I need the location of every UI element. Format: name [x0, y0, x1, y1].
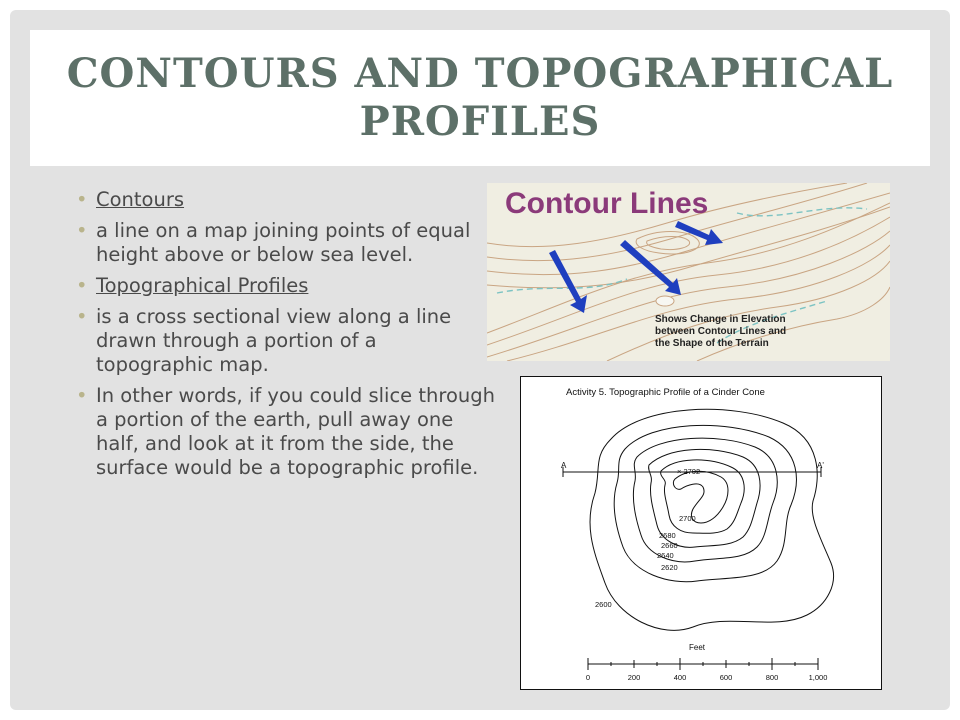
contour-caption-line-3: the Shape of the Terrain — [655, 338, 769, 349]
title-box — [30, 30, 930, 166]
contour-caption-line-2: between Contour Lines and — [655, 326, 787, 337]
scale-tick-400: 400 — [673, 673, 687, 682]
scale-tick-0: 0 — [585, 673, 591, 682]
peak-elevation-label: × 2702 — [677, 467, 701, 476]
small-hill — [656, 296, 674, 306]
activity-title: Activity 5. Topographic Profile of a Cinder Cone — [566, 387, 765, 398]
scale-tick-200: 200 — [627, 673, 641, 682]
contour-lines-image — [487, 183, 890, 361]
contour-2620 — [614, 425, 796, 581]
contour-2640 — [633, 438, 777, 562]
bullet-profiles-heading — [76, 274, 496, 298]
title-inner — [40, 38, 920, 158]
bullet-text: In other words, if you could slice through a portion of the earth, pull away one half, and look at it from the side, the surface would be a topographic profile. — [96, 384, 495, 479]
label-2660: 2660 — [661, 541, 678, 550]
contour-lines — [590, 409, 834, 630]
contour-caption-line-1: Shows Change in Elevation — [655, 314, 786, 325]
scale-tick-800: 800 — [765, 673, 779, 682]
bullet-text: is a cross sectional view along a line drawn through a portion of a topographic map. — [96, 305, 452, 376]
bullet-text: a line on a map joining points of equal height above or below sea level. — [96, 219, 471, 266]
bullet-contours-definition — [76, 219, 496, 267]
label-2680: 2680 — [659, 531, 676, 540]
contour-lines-heading: Contour Lines — [505, 187, 709, 220]
bullet-text: Contours — [96, 188, 185, 211]
label-2700: 2700 — [679, 514, 696, 523]
label-2600: 2600 — [595, 600, 612, 609]
cinder-cone-map-image — [520, 376, 882, 690]
scale-title: Feet — [689, 643, 706, 652]
scale-tick-600: 600 — [719, 673, 733, 682]
label-2640: 2640 — [657, 551, 674, 560]
point-a-prime-label: A' — [817, 461, 824, 470]
bullet-profiles-explanation — [76, 384, 496, 480]
label-2620: 2620 — [661, 563, 678, 572]
scale-tick-labels — [586, 673, 827, 682]
bullet-text: Topographical Profiles — [96, 274, 309, 297]
slide-title: CONTOURS AND TOPOGRAPHICAL PROFILES — [66, 50, 894, 145]
bullet-list — [76, 188, 496, 487]
bullet-profiles-definition — [76, 305, 496, 377]
scale-bar — [588, 658, 818, 670]
scale-tick-1000: 1,000 — [808, 673, 828, 682]
point-a-label: A — [561, 461, 567, 470]
bullet-contours-heading — [76, 188, 496, 212]
